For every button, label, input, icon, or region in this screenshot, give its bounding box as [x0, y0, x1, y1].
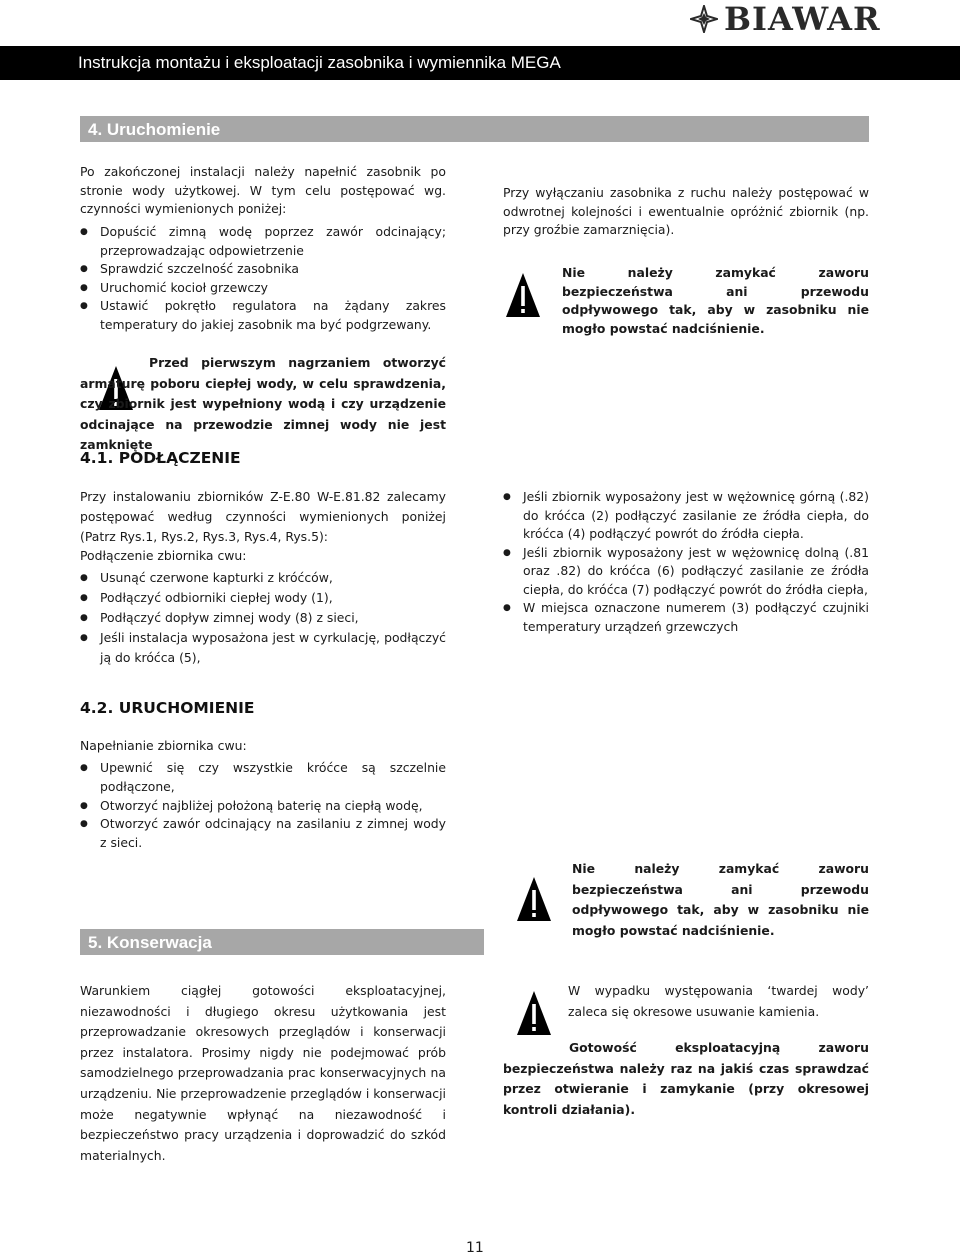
connection-list-left: [80, 568, 446, 668]
section-4-1-intro: Przy instalowaniu zbiorników Z-E.80 W-E.81.82 zalecamy postępować według czynności wymienionych poniżej (Patrz Rys.1, Rys.2, Rys.3, Rys.4, Rys.5):: [80, 489, 446, 544]
connection-list-right: [503, 488, 869, 636]
section-4-2-intro: Napełnianie zbiornika cwu:: [80, 738, 247, 753]
section-4-intro: Po zakończonej instalacji należy napełnić zasobnik po stronie wody użytkowej. W tym celu postępować wg. czynności wymienionych poniżej:: [80, 164, 446, 216]
biawar-star-icon: [690, 5, 718, 33]
brand-logo: [690, 2, 920, 36]
list-item: ● Podłączyć dopływ zimnej wody (8) z sieci,: [80, 608, 446, 628]
section-4-title: 4. Uruchomienie: [88, 120, 221, 139]
filling-steps-list: [80, 759, 446, 853]
safety-valve-check-note: Gotowość eksploatacyjną zaworu bezpieczeństwa należy raz na jakiś czas sprawdzać przez otwieranie i zamykanie (przy okresowej kontroli działania).: [503, 1040, 869, 1117]
maintenance-paragraph: Warunkiem ciągłej gotowości eksploatacyjnej, niezawodności i długiego okresu użytkowania jest przeprowadzanie okresowych przeglądów i konserwacji przez instalatora. Prosimy nigdy nie podejmować prób samodzielnego przeprowadzania prac konserwacyjnych na urządzeniu. Nie przeprowadzenie przeglądów i konserwacji może negatywnie wpłynąć na niezawodność i bezpieczeństwo pracy urządzenia i doprowadzić do szkód materialnych.: [80, 983, 446, 1163]
list-item: ● Uruchomić kocioł grzewczy: [80, 279, 446, 298]
warning-triangle-icon: [505, 272, 541, 318]
page-number: 11: [466, 1240, 484, 1256]
list-item: ● Usunąć czerwone kapturki z króćców,: [80, 568, 446, 588]
list-item: ● Otworzyć zawór odcinający na zasilaniu z zimnej wody z sieci.: [80, 815, 446, 853]
list-item: ● Sprawdzić szczelność zasobnika: [80, 260, 446, 279]
list-item: ● Otworzyć najbliżej położoną baterię na ciepłą wodę,: [80, 797, 446, 816]
logo-text: BIAWAR: [724, 0, 881, 38]
list-item: ● Dopuścić zimną wodę poprzez zawór odcinający; przeprowadzając odpowietrzenie: [80, 223, 446, 260]
shutdown-paragraph: Przy wyłączaniu zasobnika z ruchu należy postępować w odwrotnej kolejności i ewentualnie opróżnić zbiornik (np. przy groźbie zamarznięcia).: [503, 185, 869, 237]
list-item: ● Upewnić się czy wszystkie króćce są szczelnie podłączone,: [80, 759, 446, 797]
list-item: ● Ustawić pokrętło regulatora na żądany zakres temperatury do jakiej zasobnik ma być podgrzewany.: [80, 297, 446, 334]
safety-valve-warning: Nie należy zamykać zaworu bezpieczeństwa ani przewodu odpływowego tak, aby w zasobniku nie mogło powstać nadciśnienie.: [562, 265, 869, 336]
list-item: ● Podłączyć odbiorniki ciepłej wody (1),: [80, 588, 446, 608]
warning-triangle-icon: [516, 990, 552, 1036]
list-item: ● Jeśli instalacja wyposażona jest w cyrkulację, podłączyć ją do króćca (5),: [80, 628, 446, 668]
startup-steps-list: [80, 223, 446, 334]
section-4-1-title: 4.1. PODŁĄCZENIE: [80, 449, 241, 467]
warning-triangle-icon: [516, 876, 552, 922]
section-5-title: 5. Konserwacja: [88, 933, 212, 952]
hard-water-note: W wypadku występowania ‘twardej wody’ zaleca się okresowe usuwanie kamienia.: [568, 983, 869, 1019]
section-4-1-subhead: Podłączenie zbiornika cwu:: [80, 548, 247, 563]
filling-safety-warning: Nie należy zamykać zaworu bezpieczeństwa ani przewodu odpływowego tak, aby w zasobniku nie mogło powstać nadciśnienie.: [572, 861, 869, 938]
first-heating-warning: Przed pierwszym nagrzaniem otworzyć armaturę poboru ciepłej wody, w celu sprawdzenia, czy zbiornik jest wypełniony wodą i czy urządzenie odcinające na przewodzie zimnej wody nie jest zamknięte: [80, 355, 446, 452]
list-item: ● W miejsca oznaczone numerem (3) podłączyć czujniki temperatury urządzeń grzewczych: [503, 599, 869, 636]
list-item: ● Jeśli zbiornik wyposażony jest w wężownicę dolną (.81 oraz .82) do króćca (6) podłączyć zasilanie ze źródła ciepła, do króćca (7) podłączyć powrót do źródła ciepła,: [503, 544, 869, 600]
document-title: Instrukcja montażu i eksploatacji zasobnika i wymiennika MEGA: [78, 53, 561, 72]
section-4-2-title: 4.2. URUCHOMIENIE: [80, 699, 255, 717]
list-item: ● Jeśli zbiornik wyposażony jest w wężownicę górną (.82) do króćca (2) podłączyć zasilanie ze źródła ciepła, do króćca (4) podłączyć powrót do źródła ciepła.: [503, 488, 869, 544]
